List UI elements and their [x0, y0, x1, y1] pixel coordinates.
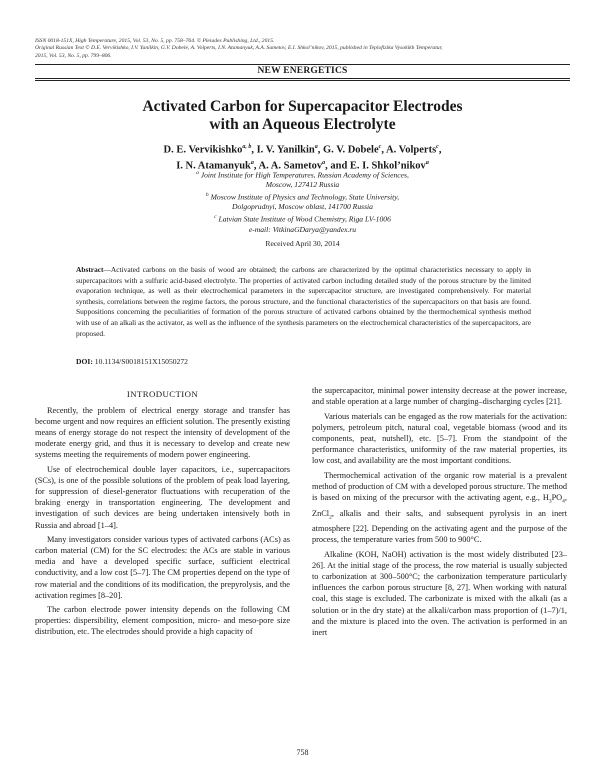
abstract-label: Abstract	[76, 265, 104, 274]
paragraph: the supercapacitor, minimal power intensity decrease at the power increase, and stable operation at a large number of charging–discharging cycles [21].	[312, 386, 567, 407]
journal-header-line: ISSN 0018-151X, High Temperature, 2015, Vol. 53, No. 5, pp. 758–764. © Pleiades Publishing, Ltd., 2015.	[35, 38, 275, 44]
paragraph: Use of electrochemical double layer capacitors, i.e., supercapacitors (SCs), is one of the possible solutions of the problem of peak load layering, for suppression of diesel-generator fluctuations with recuperation of the braking energy in transportation engineering. The development and investigation of such devices are being undertaken intensively both in Russia and abroad [1–4].	[35, 465, 290, 530]
section-rule	[35, 80, 570, 81]
paragraph: Many investigators consider various types of activated carbons (ACs) as carbon material (CM) for the SC electrodes: the ACs are stable in various media and have a developed specific surface, sufficient electrical conductivity, and a low cost [5–7]. The CM properties depend on the type of row material and the conditions of its modification, the prepyrolysis, and the activation regimes [8–20].	[35, 535, 290, 600]
header-rule	[35, 64, 570, 65]
section-label: NEW ENERGETICS	[35, 66, 570, 76]
left-column	[35, 389, 290, 641]
journal-header	[35, 38, 575, 60]
affiliations	[35, 169, 570, 235]
paragraph: Alkaline (KOH, NaOH) activation is the most widely distributed [23–26]. At the initial stage of the process, the row material is usually subjected to carbonization at 300–500°C; the carbonization temperature particularly influences the carbon porous structure [8, 27]. When working with natural coal, this stage is excluded. The carbonizate is mixed with the alkali (as a solution or in the dry state) at the alkali/carbon mass proportion of (1–7)/1, and the mixture is placed into the oven. The activation is performed in an inert	[312, 550, 567, 637]
doi	[76, 357, 531, 366]
received-date: Received April 30, 2014	[265, 239, 340, 248]
abstract	[76, 265, 531, 339]
email-link[interactable]: e-mail: VitkinaGDarya@yandex.ru	[248, 224, 357, 234]
doi-label: DOI:	[76, 357, 93, 366]
section-heading: INTRODUCTION	[126, 389, 199, 399]
paragraph: Recently, the problem of electrical energy storage and transfer has become urgent and now requires an efficient solution. The presently existing means of energy storage do not respect the intensity of development of the moderate energy grid, and thus it is necessary to develop and create new systems meeting the requirements of modern power engineering.	[35, 406, 290, 460]
paragraph: The carbon electrode power intensity depends on the following CM properties: dispersibility, element composition, micro- and meso-pore size distribution, etc. The electrodes should provide a high capacity of	[35, 605, 290, 637]
journal-header-line: 2015, Vol. 53, No. 5, pp. 799–806.	[35, 52, 112, 59]
affiliation-c: $^c$ Latvian State Institute of Wood Chemistry, Riga LV-1006 e-mail: VitkinaGDarya@yandex.ru	[35, 213, 570, 234]
affiliation-a: $^a$ Joint Institute for High Temperatures, Russian Academy of Sciences, Moscow, 127412 Russia	[196, 170, 409, 190]
paragraph: Various materials can be engaged as the row materials for the activation: polymers, petroleum pitch, natural coal, vegetable biomass (wood and its components, peat, nutshell), etc. [5–7]. From the standpoint of the performance characteristics, uniformity of the raw material properties, its low cost, and availability are the most important conditions.	[312, 411, 567, 466]
author-line: I. N. Atamanyuk$^a$, A. A. Sametov$^a$, and E. I. Shkol’nikov$^a$	[176, 159, 429, 171]
right-column	[312, 385, 567, 641]
paragraph: Thermochemical activation of the organic row material is a prevalent method of production of CM with a developed porous structure. The method is based on mixing of the precursor with the activating agent, e.g., $H_3PO_4$, ZnCl$_2$, alkalis and their salts, and subsequent pyrolysis in an inert atmosphere [22]. Depending on the activating agent and the purpose of the process, the temperature varies from 500 to 900°C.	[312, 470, 567, 545]
article-title	[35, 98, 570, 134]
title-line: with an Aqueous Electrolyte	[209, 116, 396, 133]
abstract-text: —Activated carbons on the basis of wood are obtained; the carbons are characterized by the optimal characteristics necessary to apply in supercapacitors with a sulfuric acid-based electrolyte. The properties of activated carbon including detailed study of the porous structure by the limited evaporation technique, as well as their electrochemical parameters in the supercapacitor structure, are investigated comprehensively. For material synthesis, correlations between the regime factors, the porous structure, and the functional characteristics of the supercapacitors on that basis are found. Suppositions concerning the peculiarities of formation of the porous structure of activated carbons obtained by the thermochemical synthesis method with use of an alkali as the activator, as well as the influence of the synthesis parameters on the electrochemical characteristics of the supercapacitors, are proposed.	[76, 265, 531, 338]
affiliation-b: $^b$ Moscow Institute of Physics and Technology, State University, Dolgoprudnyi, Moscow oblast, 141700 Russia	[205, 192, 400, 212]
page-number: 758	[296, 748, 309, 757]
title-line: Activated Carbon for Supercapacitor Electrodes	[142, 98, 463, 115]
author-line: D. E. Vervikishko$^{a, b}$, I. V. Yanilkin$^a$, G. V. Dobele$^c$, A. Volperts$^c$,	[163, 144, 442, 156]
section-rule	[35, 78, 570, 79]
author-list	[35, 141, 570, 172]
doi-link[interactable]: 10.1134/S0018151X15050272	[94, 357, 188, 366]
journal-header-line: Original Russian Text © D.E. Vervikishko, I.V. Yanilkin, G.V. Dobele, A. Volperts, I.N. Atamanyuk, A.A. Sametov, E.I. Shkol’nikov, 2015, published in Teplofizika Vysokikh Temperatur,	[35, 45, 443, 52]
